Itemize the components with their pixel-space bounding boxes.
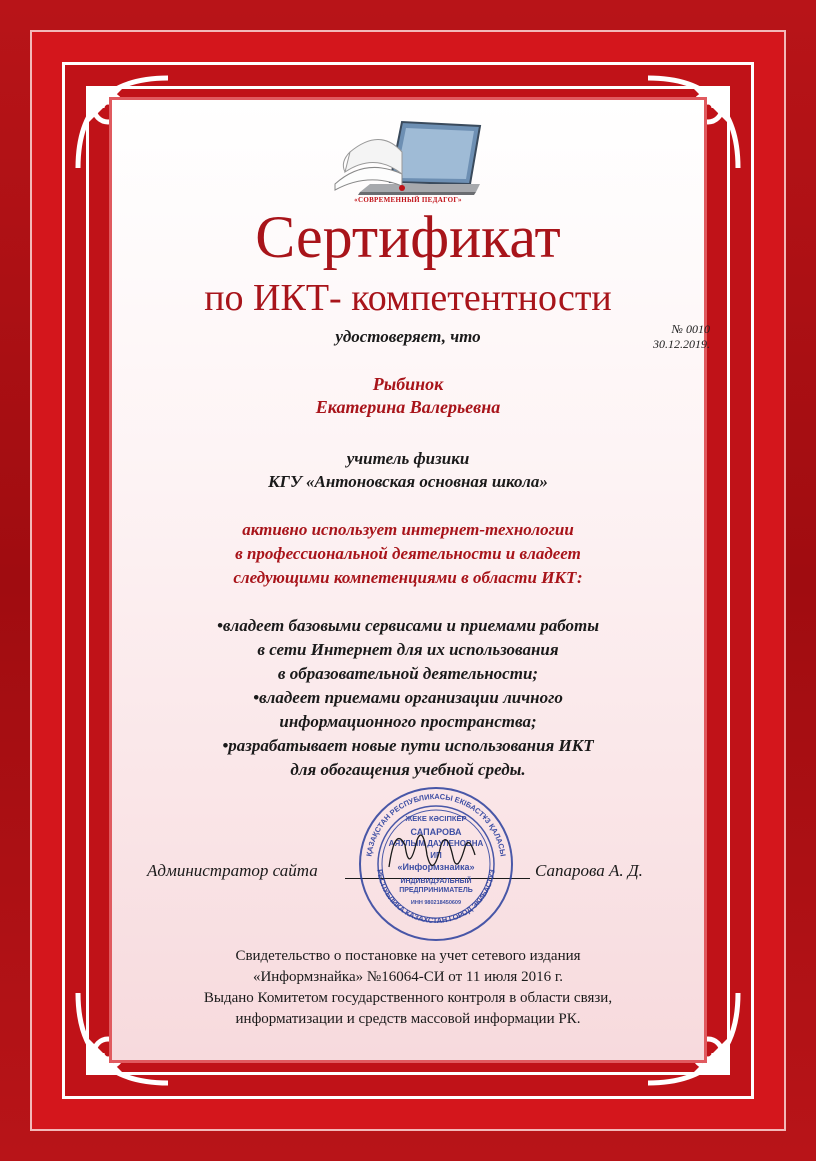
certificate-number-block [560,322,710,352]
certificate-title: Сертификат [255,204,561,270]
competency-line: в сети Интернет для их использования [257,640,559,659]
certificate-date: 30.12.2019. [653,337,710,351]
statement-line: следующими компетенциями в области ИКТ: [233,568,583,587]
stamp-line: «Информзнайка» [397,862,475,872]
certificate-subtitle: по ИКТ- компетентности [204,277,612,319]
official-stamp-icon [357,785,515,943]
footer-line: информатизации и средств массовой информации РК. [235,1011,581,1027]
stamp-top: ЖЕКЕ КӘСІПКЕР [405,814,467,823]
stamp-line: ИНН 980218450609 [410,900,462,906]
footer-notice [112,946,704,1030]
competency-line: для обогащения учебной среды. [290,760,526,779]
competency-line: •разрабатывает новые пути использования ИКТ [222,736,594,755]
admin-label: Администратор сайта [147,861,318,880]
recipient-position: учитель физики [346,449,470,468]
logo-caption: «СОВРЕМЕННЫЙ ПЕДАГОГ» [354,196,462,204]
competency-line: •владеет приемами организации личного [253,688,563,707]
recipient-name: Екатерина Валерьевна [315,397,501,417]
stamp-line: ИНДИВИДУАЛЬНЫЙ [400,878,472,885]
certificate-number: № 0010 [671,322,710,336]
certifies-text: удостоверяет, что [335,327,481,346]
laptop-book-logo-icon [330,112,485,202]
footer-line: «Информзнайка» №16064-СИ от 11 июля 2016 г. [252,969,564,985]
stamp-ring-bottom: РЕСПУБЛИКА КАЗАХСТАН ГОРОД ЭКИБАСТУЗ [375,868,497,926]
recipient-surname: Рыбинок [372,374,444,394]
svg-text:РЕСПУБЛИКА КАЗАХСТАН ГОРОД ЭКИ [375,868,497,925]
stamp-line: ПРЕДПРИНИМАТЕЛЬ [399,887,473,894]
competency-line: информационного пространства; [279,712,537,731]
footer-line: Выдано Комитетом государственного контроля в области связи, [203,990,613,1006]
statement-line: активно использует интернет-технологии [242,520,574,539]
statement-line: в профессиональной деятельности и владеет [235,544,581,563]
competency-line: в образовательной деятельности; [277,664,539,683]
stamp-ring-top: ҚАЗАҚСТАН РЕСПУБЛИКАСЫ ЕКІБАСТҰЗ ҚАЛАСЫ [364,791,508,858]
competency-line: •владеет базовыми сервисами и приемами работы [216,616,600,635]
stamp-line: ИП [430,851,442,860]
footer-line: Свидетельство о постановке на учет сетевого издания [235,948,581,964]
recipient-school: КГУ «Антоновская основная школа» [268,472,548,491]
stamp-line: САПАРОВА [410,827,462,837]
stamp-line: АЯУЛЫМ ДАУЛЕНОВНА [388,839,484,848]
admin-name: Сапарова А. Д. [535,861,643,880]
